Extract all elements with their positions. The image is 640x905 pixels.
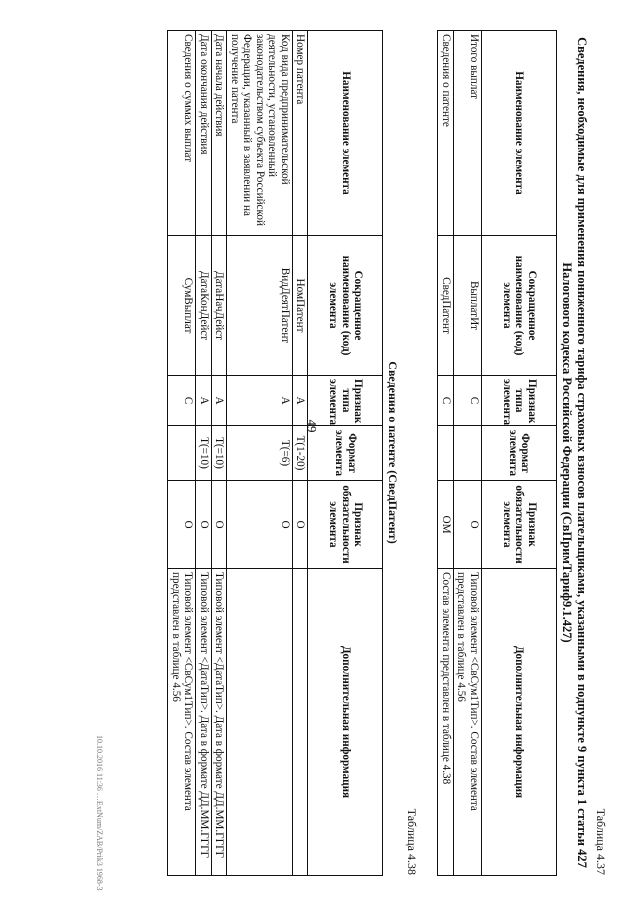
cell-required: О	[454, 481, 482, 569]
table2-title: Сведения о патенте (СведПатент)	[386, 361, 401, 544]
cell-info	[227, 569, 293, 876]
cell-type: С	[438, 376, 454, 426]
table1-header-row	[482, 31, 557, 876]
cell-format: T(=6)	[227, 426, 293, 481]
table-row	[168, 31, 196, 876]
cell-format: T(=10)	[212, 426, 228, 481]
cell-format: T(1-20)	[293, 426, 309, 481]
cell-required: О	[168, 481, 196, 569]
cell-code: НомПатент	[293, 236, 309, 376]
cell-type: А	[196, 376, 212, 426]
cell-code: СумВыплат	[168, 236, 196, 376]
cell-type: А	[227, 376, 293, 426]
cell-format	[454, 426, 482, 481]
cell-code: ВыплатИт	[454, 236, 482, 376]
page-number: 49	[304, 419, 320, 433]
table2-caption: Таблица 4.38	[405, 808, 420, 875]
table2-header-type: Признак типа элемента	[308, 376, 383, 426]
cell-type: С	[168, 376, 196, 426]
table-row	[454, 31, 482, 876]
cell-info: Типовой элемент <СвСум1Тип>. Состав элемента представлен в таблице 4.56	[168, 569, 196, 876]
table-row	[196, 31, 212, 876]
cell-info: Типовой элемент <СвСум1Тип>. Состав элемента представлен в таблице 4.56	[454, 569, 482, 876]
table2-header-info: Дополнительная информация	[308, 569, 383, 876]
cell-info: Состав элемента представлен в таблице 4.38	[438, 569, 454, 876]
table1-header-code: Сокращенное наименование (код) элемента	[482, 236, 557, 376]
cell-required: О	[212, 481, 228, 569]
cell-required: О	[196, 481, 212, 569]
cell-required: О	[227, 481, 293, 569]
cell-name: Код вида предпринимательской деятельности, установленный законодательством субъекта Российской Федерации, указанный в заявлении на получение патента	[227, 31, 293, 236]
table2-header-name: Наименование элемента	[308, 31, 383, 236]
cell-info: Типовой элемент <ДатаТип>. Дата в формате ДД.ММ.ГГГГ	[212, 569, 228, 876]
cell-format: T(=10)	[196, 426, 212, 481]
cell-required: О	[293, 481, 309, 569]
table1-title: Сведения, необходимые для применения пониженного тарифа страховых взносов плательщиками, указанными в подпункте 9 пункта 1 статьи 427 Налогового кодекса Российской Федерации (СвПримТариф9.1.427)	[560, 37, 589, 868]
table2-header-code: Сокращенное наименование (код) элемента	[308, 236, 383, 376]
cell-type: С	[454, 376, 482, 426]
cell-info	[293, 569, 309, 876]
table1-header-name: Наименование элемента	[482, 31, 557, 236]
cell-format	[438, 426, 454, 481]
cell-name: Номер патента	[293, 31, 309, 236]
cell-required: ОМ	[438, 481, 454, 569]
table1-header-info: Дополнительная информация	[482, 569, 557, 876]
cell-code: ДатаНачДейст	[212, 236, 228, 376]
table-row	[293, 31, 309, 876]
cell-format	[168, 426, 196, 481]
cell-code: СведПатент	[438, 236, 454, 376]
footer-note: 10.10.2016 11:36 …ExtNum/ZAB/Prik3 1968-3	[95, 735, 104, 891]
table1-header-required: Признак обязательности элемента	[482, 481, 557, 569]
table2-header-required: Признак обязательности элемента	[308, 481, 383, 569]
table-row	[227, 31, 293, 876]
table1	[438, 30, 558, 876]
table2-header-format: Формат элемента	[308, 426, 383, 481]
cell-info: Типовой элемент <ДатаТип>. Дата в формате ДД.ММ.ГГГГ	[196, 569, 212, 876]
table-row	[438, 31, 454, 876]
cell-name: Дата начала действия	[212, 31, 228, 236]
cell-name: Сведения о патенте	[438, 31, 454, 236]
cell-code: ВидДеятПатент	[227, 236, 293, 376]
cell-type: А	[293, 376, 309, 426]
rotated-page-content	[48, 30, 608, 875]
table2	[168, 30, 384, 876]
cell-name: Сведения о суммах выплат	[168, 31, 196, 236]
cell-type: А	[212, 376, 228, 426]
table-row	[212, 31, 228, 876]
cell-name: Дата окончания действия	[196, 31, 212, 236]
table1-caption: Таблица 4.37	[594, 808, 608, 875]
cell-code: ДатаКонДейст	[196, 236, 212, 376]
cell-name: Итого выплат	[454, 31, 482, 236]
table2-header-row	[308, 31, 383, 876]
table1-header-format: Формат элемента	[482, 426, 557, 481]
table1-header-type: Признак типа элемента	[482, 376, 557, 426]
